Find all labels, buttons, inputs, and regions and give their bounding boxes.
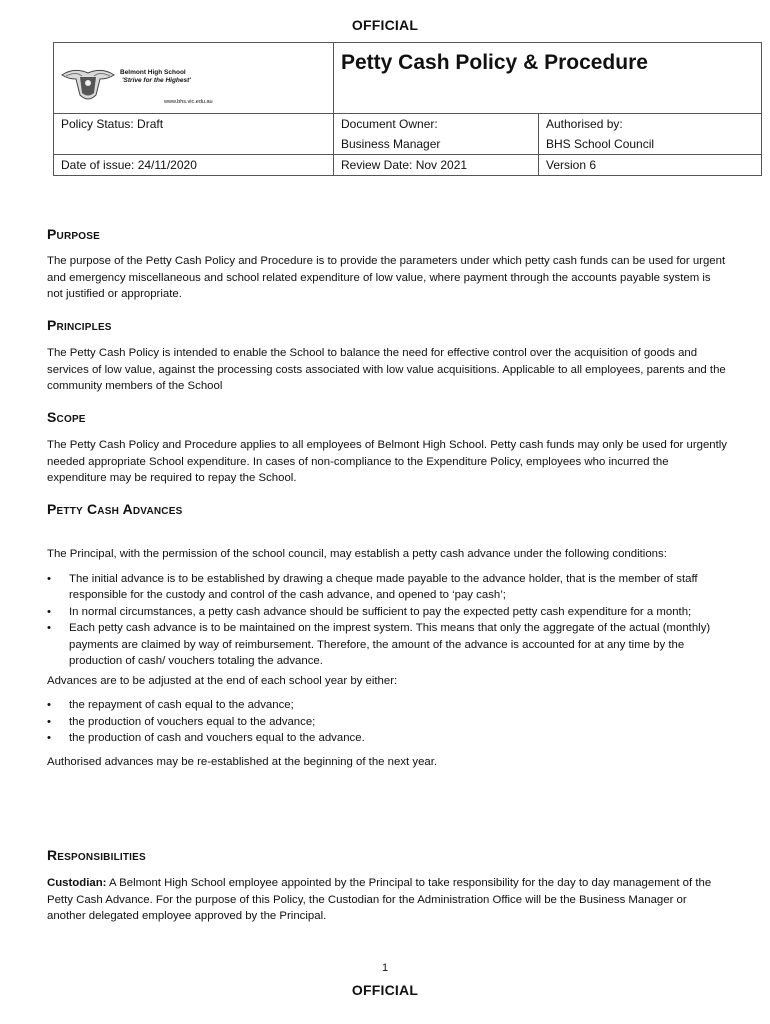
list-item: • the repayment of cash equal to the advance; bbox=[47, 697, 727, 714]
version: Version 6 bbox=[539, 155, 762, 176]
advances-adjust-list bbox=[47, 697, 727, 747]
advances-intro: The Principal, with the permission of the school council, may establish a petty cash advance under the following conditions: bbox=[47, 548, 667, 560]
advances-closing: Authorised advances may be re-established at the beginning of the next year. bbox=[47, 755, 438, 768]
document-owner-value: Business Manager bbox=[341, 137, 441, 151]
document-owner-label: Document Owner: bbox=[341, 117, 438, 131]
list-item: • In normal circumstances, a petty cash advance should be sufficient to pay the expected petty cash expenditure for a month; bbox=[47, 604, 727, 621]
date-of-issue: Date of issue: 24/11/2020 bbox=[54, 155, 334, 176]
logo-cell bbox=[54, 43, 334, 114]
page-number: 1 bbox=[381, 962, 389, 974]
advances-heading: Petty Cash Advances bbox=[47, 501, 183, 517]
policy-status: Policy Status: Draft bbox=[54, 114, 334, 155]
responsibilities-heading: Responsibilities bbox=[47, 847, 146, 863]
document-title: Petty Cash Policy & Procedure bbox=[334, 43, 762, 114]
advances-adjust-intro: Advances are to be adjusted at the end of each school year by either: bbox=[47, 674, 398, 687]
list-item: • Each petty cash advance is to be maintained on the imprest system. This means that only the aggregate of the actual (monthly) payments are claimed by way of reimbursement. Therefore, the amount of the advance is accounted for at any time by the production of cash/ vouchers totaling the advance. bbox=[47, 620, 727, 670]
advances-conditions-list bbox=[47, 571, 727, 670]
list-item: • The initial advance is to be established by drawing a cheque made payable to the advance holder, that is the member of staff responsible for the custody and control of the cash advance, and opened to ‘pay cash’; bbox=[47, 571, 727, 604]
school-motto: 'Strive for the Highest' bbox=[122, 77, 191, 84]
school-website: www.bhs.vic.edu.au bbox=[164, 99, 213, 105]
custodian-text: A Belmont High School employee appointed by the Principal to take responsibility for the day to day management of the Petty Cash Advance. For the purpose of this Policy, the Custodian for the Administration Office will be the Business Manager or another delegated employee approved by the Principal. bbox=[47, 877, 712, 922]
custodian-paragraph bbox=[47, 875, 727, 925]
scope-heading: Scope bbox=[47, 409, 86, 425]
scope-text: The Petty Cash Policy and Procedure applies to all employees of Belmont High School. Petty cash funds may only be used for urgently needed appropriate School expenditure. In cases of non-compliance to the Expenditure Policy, employees who incurred the expenditure may be required to repay the School. bbox=[47, 439, 728, 484]
purpose-text: The purpose of the Petty Cash Policy and Procedure is to provide the parameters under which petty cash funds can be used for urgent and emergency miscellaneous and school related expenditure of low value, where payment through the accounts payable system is not justified or appropriate. bbox=[47, 255, 726, 300]
principles-heading: Principles bbox=[47, 317, 112, 333]
document-header-table bbox=[53, 42, 762, 176]
school-logo bbox=[60, 65, 320, 111]
authorised-by-label: Authorised by: bbox=[546, 117, 623, 131]
authorised-by-value: BHS School Council bbox=[546, 137, 655, 151]
security-marking-bottom: OFFICIAL bbox=[351, 982, 419, 998]
custodian-label: Custodian: bbox=[47, 877, 107, 889]
document-owner-cell bbox=[334, 114, 539, 155]
school-crest-icon bbox=[60, 65, 116, 103]
security-marking-top: OFFICIAL bbox=[351, 17, 419, 33]
review-date: Review Date: Nov 2021 bbox=[334, 155, 539, 176]
purpose-heading: Purpose bbox=[47, 226, 100, 242]
list-item: • the production of vouchers equal to the advance; bbox=[47, 714, 727, 731]
principles-text: The Petty Cash Policy is intended to enable the School to balance the need for effective control over the acquisition of goods and services of low value, against the processing costs associated with low value acquisitions. Applicable to all employees, parents and the community members of the School bbox=[47, 347, 726, 392]
authorised-by-cell bbox=[539, 114, 762, 155]
school-name: Belmont High School bbox=[120, 69, 186, 76]
list-item: • the production of cash and vouchers equal to the advance. bbox=[47, 730, 727, 747]
